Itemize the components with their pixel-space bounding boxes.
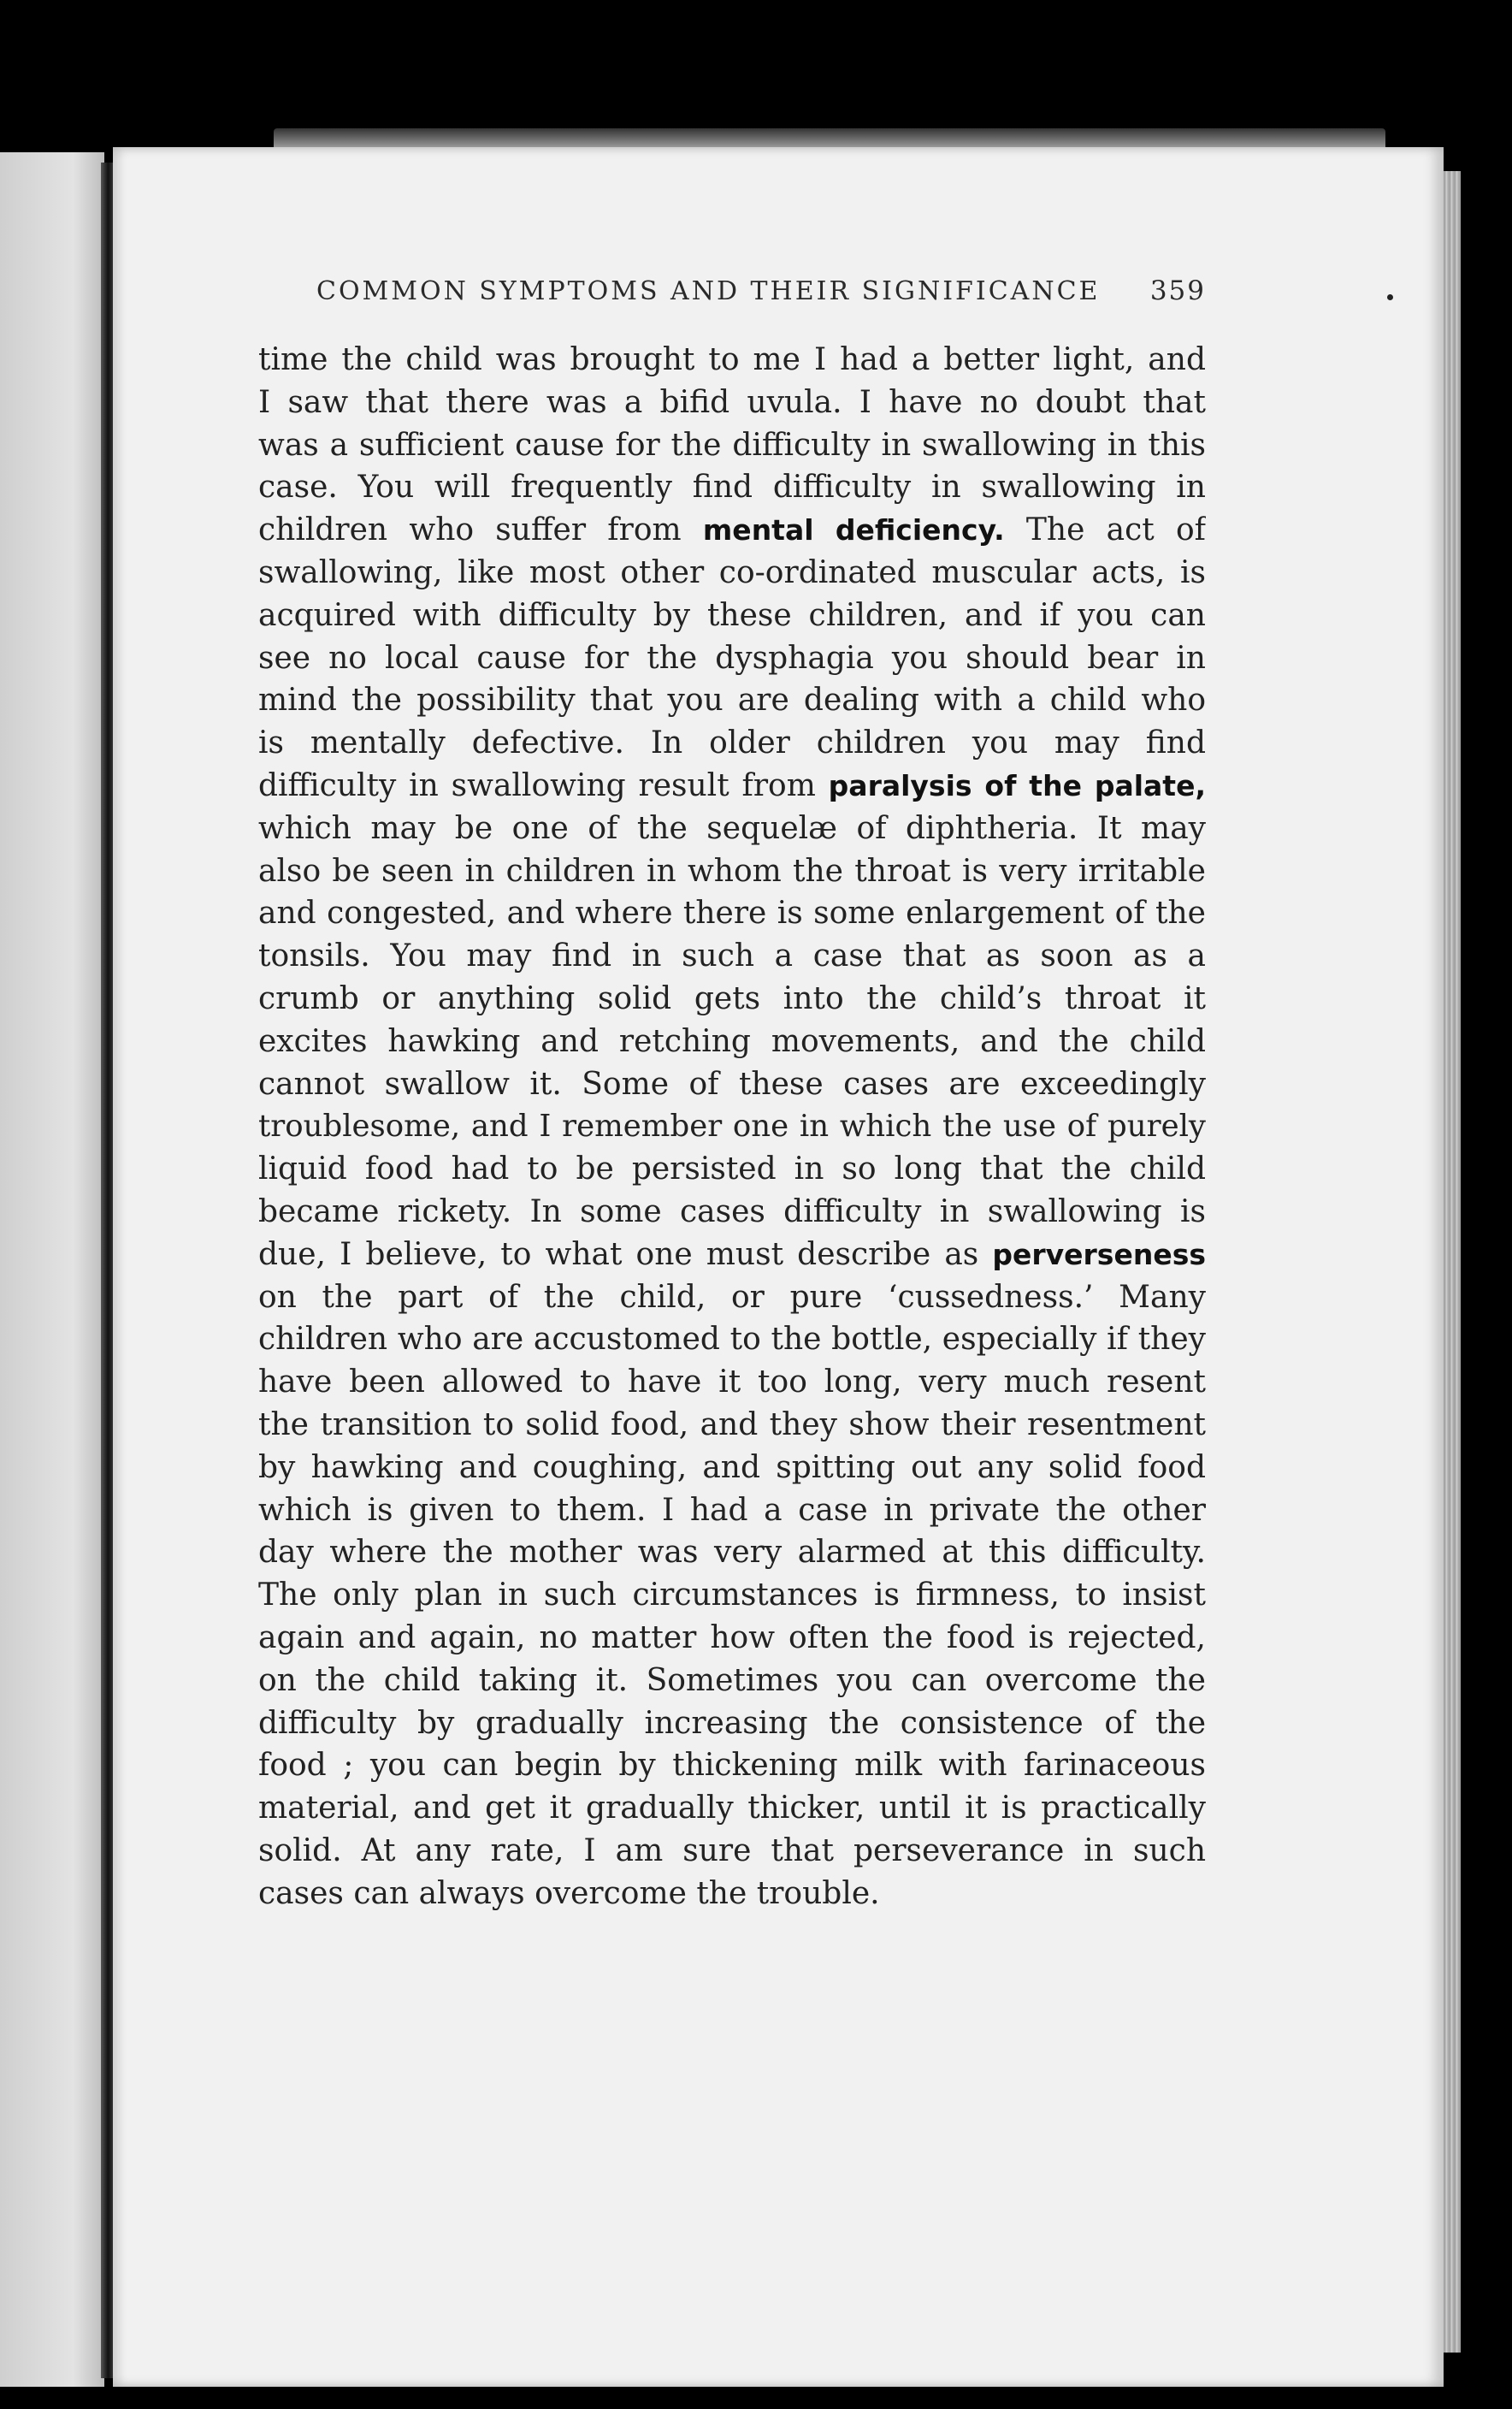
text-line: crumb or anything solid gets into the child’s throat it (258, 980, 1206, 1016)
text-line: The only plan in such circumstances is firmness, to insist (258, 1577, 1206, 1613)
text-line: I saw that there was a bifid uvula. I have no doubt that (258, 384, 1206, 420)
bold-term: perverseness (992, 1237, 1206, 1271)
running-title: COMMON SYMPTOMS AND THEIR SIGNIFICANCE (316, 276, 1101, 306)
text-line: acquired with difficulty by these children, and if you can (258, 597, 1206, 633)
text-line: again and again, no matter how often the food is rejected, (258, 1619, 1206, 1655)
text-line: and congested, and where there is some enlargement of the (258, 896, 1206, 932)
text-line: children who suffer from mental deficiency. The act of (258, 512, 1206, 548)
text-line: liquid food had to be persisted in so long that the child (258, 1151, 1206, 1187)
text-line: excites hawking and retching movements, and the child (258, 1023, 1206, 1059)
text-line: by hawking and coughing, and spitting out any solid food (258, 1449, 1206, 1485)
text-line: tonsils. You may find in such a case that as soon as a (258, 938, 1206, 974)
body-text (258, 339, 1206, 1915)
text-line: time the child was brought to me I had a better light, and (258, 342, 1206, 377)
page-number: 359 (1149, 275, 1206, 306)
text-line: solid. At any rate, I am sure that perseverance in such (258, 1832, 1206, 1868)
text-line: material, and get it gradually thicker, until it is practically (258, 1790, 1206, 1826)
text-line: difficulty by gradually increasing the consistence of the (258, 1705, 1206, 1741)
text-line: troublesome, and I remember one in which the use of purely (258, 1109, 1206, 1145)
text-line: became rickety. In some cases difficulty in swallowing is (258, 1193, 1206, 1229)
text-line: cannot swallow it. Some of these cases are exceedingly (258, 1066, 1206, 1102)
previous-page-edge (0, 152, 104, 2387)
running-header (316, 275, 1206, 310)
text-line: which is given to them. I had a case in private the other (258, 1492, 1206, 1528)
text-line: difficulty in swallowing result from paralysis of the palate, (258, 767, 1206, 803)
text-line: on the part of the child, or pure ‘cussedness.’ Many (258, 1279, 1206, 1315)
text-line: day where the mother was very alarmed at this difficulty. (258, 1535, 1206, 1571)
text-line: see no local cause for the dysphagia you should bear in (258, 640, 1206, 676)
bold-term: mental deficiency. (702, 513, 1005, 548)
text-line: the transition to solid food, and they show their resentment (258, 1406, 1206, 1442)
text-line: which may be one of the sequelæ of diphtheria. It may (258, 810, 1206, 846)
text-line: mind the possibility that you are dealing with a child who (258, 683, 1206, 719)
text-line: swallowing, like most other co-ordinated muscular acts, is (258, 554, 1206, 590)
text-line: cases can always overcome the trouble. (258, 1875, 880, 1911)
text-line: children who are accustomed to the bottle, especially if they (258, 1322, 1206, 1358)
text-line: on the child taking it. Sometimes you can overcome the (258, 1662, 1206, 1698)
text-line: have been allowed to have it too long, very much resent (258, 1364, 1206, 1400)
scan-speck (1387, 294, 1393, 300)
text-line: due, I believe, to what one must describe as perverseness (258, 1236, 1206, 1272)
text-line: case. You will frequently find difficulty in swallowing in (258, 470, 1206, 506)
text-line: food ; you can begin by thickening milk with farinaceous (258, 1748, 1206, 1784)
text-line: was a sufficient cause for the difficulty in swallowing in this (258, 427, 1206, 463)
text-line: is mentally defective. In older children you may find (258, 725, 1206, 761)
book-gutter (101, 163, 113, 2378)
bold-term: paralysis of the palate, (828, 768, 1206, 802)
text-line: also be seen in children in whom the throat is very irritable (258, 853, 1206, 889)
